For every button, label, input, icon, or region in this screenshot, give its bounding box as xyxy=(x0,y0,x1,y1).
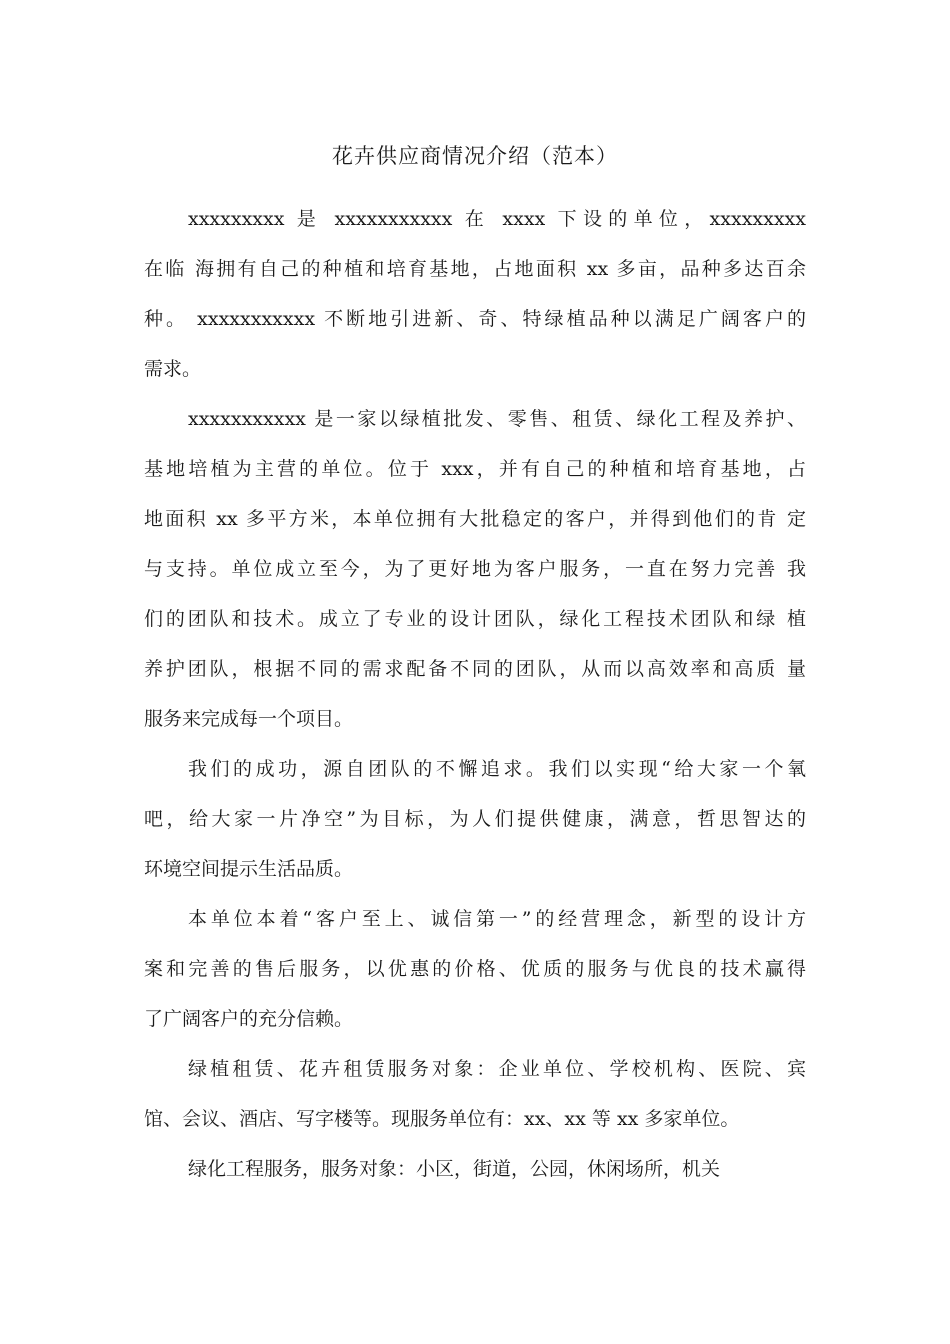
paragraph-3-line-3: 环境空间提示生活品质。 xyxy=(144,858,354,880)
paragraph-2-line-2: 基地培植为主营的单位。位于 xxx，并有自己的种植和培育基地，占 xyxy=(144,458,806,480)
paragraph-2-line-3: 地面积 xx 多平方米，本单位拥有大批稳定的客户，并得到他们的肯 定 xyxy=(144,508,806,530)
paragraph-2-line-1: xxxxxxxxxxx 是一家以绿植批发、零售、租赁、绿化工程及养护、 xyxy=(188,408,806,430)
paragraph-1-line-4: 需求。 xyxy=(144,358,202,380)
paragraph-3-line-2: 吧，给大家一片净空”为目标，为人们提供健康，满意，哲思智达的 xyxy=(144,808,806,830)
paragraph-1-line-1: xxxxxxxxx 是 xxxxxxxxxxx 在 xxxx 下设的单位，xxxxxxxxx xyxy=(188,208,806,230)
paragraph-2-line-6: 养护团队，根据不同的需求配备不同的团队，从而以高效率和高质 量 xyxy=(144,658,806,680)
paragraph-2-line-7: 服务来完成每一个项目。 xyxy=(144,708,354,730)
document-title: 花卉供应商情况介绍（范本） xyxy=(332,144,618,168)
paragraph-1-line-2: 在临 海拥有自己的种植和培育基地，占地面积 xx 多亩，品种多达百余 xyxy=(144,258,806,280)
paragraph-4-line-1: 本单位本着“客户至上、诚信第一”的经营理念，新型的设计方 xyxy=(188,908,806,930)
paragraph-4-line-2: 案和完善的售后服务，以优惠的价格、优质的服务与优良的技术赢得 xyxy=(144,958,806,980)
paragraph-3-line-1: 我们的成功，源自团队的不懈追求。我们以实现“给大家一个氧 xyxy=(188,758,806,780)
paragraph-4-line-3: 了广阔客户的充分信赖。 xyxy=(144,1008,354,1030)
paragraph-1-line-3: 种。 xxxxxxxxxxx 不断地引进新、奇、特绿植品种以满足广阔客户的 xyxy=(144,308,806,330)
paragraph-2-line-4: 与支持。单位成立至今，为了更好地为客户服务，一直在努力完善 我 xyxy=(144,558,806,580)
paragraph-5-line-1: 绿植租赁、花卉租赁服务对象：企业单位、学校机构、医院、宾 xyxy=(188,1058,806,1080)
paragraph-6-line-1: 绿化工程服务，服务对象：小区，街道，公园，休闲场所，机关 xyxy=(188,1158,721,1180)
paragraph-5-line-2: 馆、会议、酒店、写字楼等。现服务单位有：xx、xx 等 xx 多家单位。 xyxy=(144,1108,740,1130)
paragraph-2-line-5: 们的团队和技术。成立了专业的设计团队，绿化工程技术团队和绿 植 xyxy=(144,608,806,630)
